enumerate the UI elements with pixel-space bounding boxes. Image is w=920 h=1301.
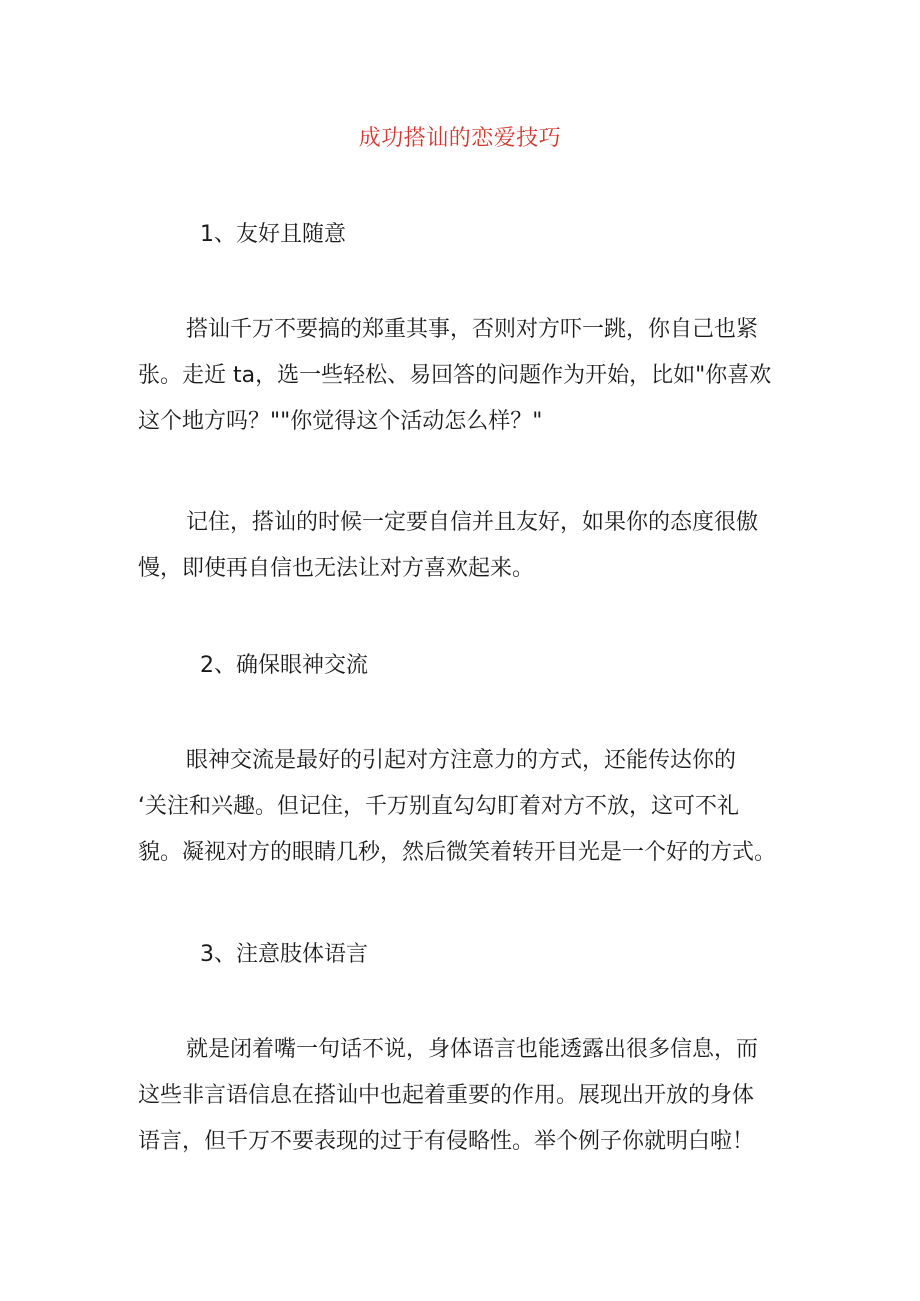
paragraph-line: 貌。凝视对方的眼睛几秒，然后微笑着转开目光是一个好的方式。: [138, 840, 777, 865]
section-heading-3: 3、注意肢体语言: [200, 942, 368, 967]
paragraph-line: 就是闭着嘴一句话不说，身体语言也能透露出很多信息，而: [186, 1037, 759, 1062]
section-3-paragraph-1: [138, 1027, 798, 1165]
paragraph-line: 语言，但千万不要表现的过于有侵略性。举个例子你就明白啦！: [138, 1129, 755, 1154]
section-2-paragraph-1: [138, 738, 798, 876]
paragraph-line: 记住，搭讪的时候一定要自信并且友好，如果你的态度很傲: [186, 510, 759, 535]
section-heading-2: 2、确保眼神交流: [200, 653, 368, 678]
paragraph-line: 搭讪千万不要搞的郑重其事，否则对方吓一跳，你自己也紧: [186, 317, 759, 342]
section-1-paragraph-1: [138, 307, 798, 445]
paragraph-line: 这些非言语信息在搭讪中也起着重要的作用。展现出开放的身体: [138, 1083, 755, 1108]
document-title: 成功搭讪的恋爱技巧: [358, 126, 562, 151]
section-heading-1: 1、友好且随意: [200, 222, 346, 247]
section-1-paragraph-2: [138, 500, 798, 592]
paragraph-line: 张。走近 ta，选一些轻松、易回答的问题作为开始，比如"你喜欢: [138, 363, 772, 388]
paragraph-line: 眼神交流是最好的引起对方注意力的方式，还能传达你的: [186, 748, 737, 773]
paragraph-line: ‘关注和兴趣。但记住，千万别直勾勾盯着对方不放，这可不礼: [138, 794, 739, 819]
paragraph-line: 这个地方吗？""你觉得这个活动怎么样？": [138, 409, 543, 434]
paragraph-line: 慢，即使再自信也无法让对方喜欢起来。: [138, 556, 535, 581]
